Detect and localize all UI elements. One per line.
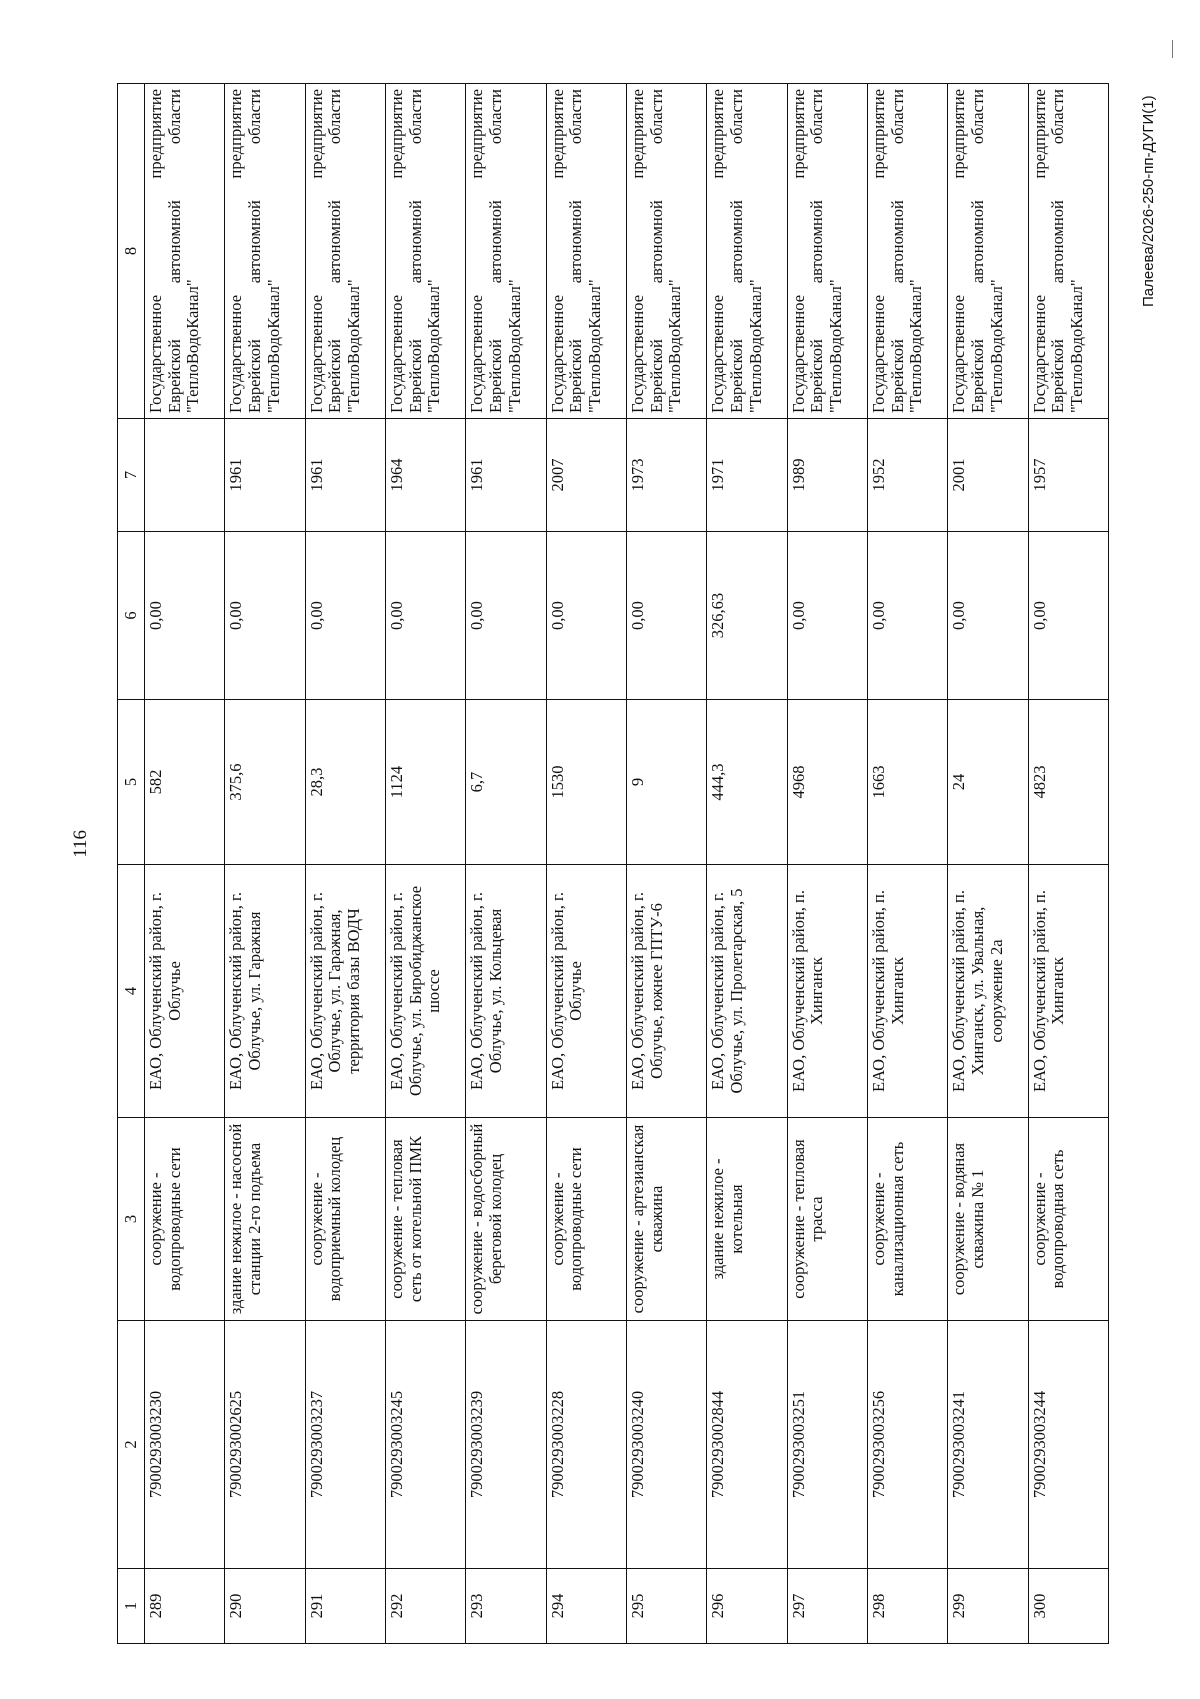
object-address: ЕАО, Облученский район, г. Облучье, ул. Пролетарская, 5 (707, 865, 787, 1118)
column-header: 5 (118, 700, 145, 865)
object-name: сооружение - водопроводные сети (145, 1118, 225, 1321)
organization-name: "ТеплоВодоКанал" (504, 279, 524, 413)
build-year: 1952 (867, 419, 947, 532)
table-row (626, 84, 706, 1644)
organization-word: области (726, 89, 746, 145)
organization-word: области (967, 89, 987, 145)
object-name: здание нежилое - насосной станции 2-го подъема (225, 1118, 305, 1321)
cadastral-number: 7900293003251 (787, 1321, 867, 1569)
object-address: ЕАО, Облученский район, г. Облучье, ул. Биробиджанское шоссе (385, 865, 465, 1118)
organization-word: Еврейской (325, 339, 345, 413)
row-number: 292 (385, 1569, 465, 1644)
object-address: ЕАО, Облученский район, г. Облучье (145, 865, 225, 1118)
table-row (225, 84, 305, 1644)
column-header: 1 (118, 1569, 145, 1644)
organization (626, 84, 706, 419)
organization-word: Государственное (1029, 294, 1049, 413)
organization-name: "ТеплоВодоКанал" (906, 279, 926, 413)
object-area: 375,6 (225, 700, 305, 865)
column-header: 6 (118, 532, 145, 700)
organization-word: предприятие (868, 89, 888, 179)
organization-word: Государственное (868, 294, 888, 413)
footer-reference-text: Палеева/2026-250-пп-ДУГИ(1) (1140, 95, 1157, 307)
organization-name: "ТеплоВодоКанал" (825, 279, 845, 413)
rotated-page (117, 84, 1109, 1644)
organization-word: Государственное (788, 294, 808, 413)
organization-name: "ТеплоВодоКанал" (745, 279, 765, 413)
organization-word: автономной (244, 200, 264, 284)
organization-word: области (887, 89, 907, 145)
build-year: 1957 (1028, 419, 1108, 532)
cadastral-number: 7900293003228 (546, 1321, 626, 1569)
object-area: 444,3 (707, 700, 787, 865)
page-number: 116 (70, 830, 91, 858)
row-number: 290 (225, 1569, 305, 1644)
organization-word: Государственное (708, 294, 728, 413)
object-name: сооружение - водопроводная сеть (1028, 1118, 1108, 1321)
object-address: ЕАО, Облученский район, г. Облучье, южнее ГПТУ-6 (626, 865, 706, 1118)
cadastral-number: 7900293002625 (225, 1321, 305, 1569)
object-area: 1530 (546, 700, 626, 865)
organization-word: предприятие (627, 89, 647, 179)
build-year: 1964 (385, 419, 465, 532)
object-value: 0,00 (1028, 532, 1108, 700)
organization-word: предприятие (386, 89, 406, 179)
organization (225, 84, 305, 419)
build-year: 2007 (546, 419, 626, 532)
organization (1028, 84, 1108, 419)
registry-body (118, 84, 1109, 1644)
organization-name: "ТеплоВодоКанал" (584, 279, 604, 413)
column-header: 8 (118, 84, 145, 419)
row-number: 295 (626, 1569, 706, 1644)
object-value: 0,00 (225, 532, 305, 700)
organization-word: области (244, 89, 264, 145)
organization-word: Еврейской (244, 339, 264, 413)
organization-word: автономной (405, 200, 425, 284)
organization-word: предприятие (306, 89, 326, 179)
object-value: 326,63 (707, 532, 787, 700)
object-address: ЕАО, Облученский район, г. Облучье, ул. Кольцевая (466, 865, 546, 1118)
organization-word: Еврейской (164, 339, 184, 413)
organization-name: "ТеплоВодоКанал" (986, 279, 1006, 413)
organization-word: области (566, 89, 586, 145)
row-number: 297 (787, 1569, 867, 1644)
object-value: 0,00 (626, 532, 706, 700)
organization-name: "ТеплоВодоКанал" (183, 279, 203, 413)
object-name: сооружение - канализационная сеть (867, 1118, 947, 1321)
organization-word: предприятие (547, 89, 567, 179)
organization-word: Еврейской (1048, 339, 1068, 413)
organization-word: автономной (807, 200, 827, 284)
row-number: 291 (305, 1569, 385, 1644)
organization (305, 84, 385, 419)
table-row (466, 84, 546, 1644)
cadastral-number: 7900293003237 (305, 1321, 385, 1569)
object-area: 4823 (1028, 700, 1108, 865)
organization-word: Государственное (226, 294, 246, 413)
organization-word: Еврейской (405, 339, 425, 413)
object-area: 28,3 (305, 700, 385, 865)
organization-word: предприятие (226, 89, 246, 179)
object-name: сооружение - водосборный береговой колодец (466, 1118, 546, 1321)
organization-word: области (405, 89, 425, 145)
organization-word: автономной (485, 200, 505, 284)
organization-word: Еврейской (887, 339, 907, 413)
cadastral-number: 7900293002844 (707, 1321, 787, 1569)
organization (385, 84, 465, 419)
row-number: 300 (1028, 1569, 1108, 1644)
organization (707, 84, 787, 419)
footer-reference (1140, 95, 1157, 1095)
column-header: 4 (118, 865, 145, 1118)
object-value: 0,00 (948, 532, 1028, 700)
organization-word: области (164, 89, 184, 145)
organization (466, 84, 546, 419)
table-row (145, 84, 225, 1644)
object-address: ЕАО, Облученский район, п. Хинганск (787, 865, 867, 1118)
object-name: сооружение - водяная скважина № 1 (948, 1118, 1028, 1321)
organization-word: области (325, 89, 345, 145)
object-name: сооружение - артезианская скважина (626, 1118, 706, 1321)
table-row (1028, 84, 1108, 1644)
build-year: 1961 (305, 419, 385, 532)
row-number: 299 (948, 1569, 1028, 1644)
cadastral-number: 7900293003256 (867, 1321, 947, 1569)
organization-word: Еврейской (726, 339, 746, 413)
organization-word: Государственное (467, 294, 487, 413)
build-year: 2001 (948, 419, 1028, 532)
organization-word: автономной (646, 200, 666, 284)
object-area: 1124 (385, 700, 465, 865)
cadastral-number: 7900293003241 (948, 1321, 1028, 1569)
organization-word: Государственное (547, 294, 567, 413)
build-year: 1961 (225, 419, 305, 532)
object-name: сооружение - водопроводные сети (546, 1118, 626, 1321)
column-header: 7 (118, 419, 145, 532)
organization-word: предприятие (146, 89, 165, 179)
table-row (867, 84, 947, 1644)
object-area: 1663 (867, 700, 947, 865)
row-number: 298 (867, 1569, 947, 1644)
property-registry-table (117, 83, 1109, 1644)
cadastral-number: 7900293003240 (626, 1321, 706, 1569)
organization-word: предприятие (708, 89, 728, 179)
object-value: 0,00 (385, 532, 465, 700)
table-row (787, 84, 867, 1644)
object-value: 0,00 (867, 532, 947, 700)
organization-word: предприятие (949, 89, 969, 179)
table-row (546, 84, 626, 1644)
organization-word: предприятие (467, 89, 487, 179)
table-row (707, 84, 787, 1644)
organization-word: Еврейской (566, 339, 586, 413)
organization-name: "ТеплоВодоКанал" (343, 279, 363, 413)
organization-word: области (646, 89, 666, 145)
object-name: сооружение - тепловая трасса (787, 1118, 867, 1321)
column-header: 3 (118, 1118, 145, 1321)
organization (948, 84, 1028, 419)
object-value: 0,00 (305, 532, 385, 700)
organization-word: Еврейской (807, 339, 827, 413)
build-year: 1989 (787, 419, 867, 532)
organization-word: Еврейской (967, 339, 987, 413)
object-area: 9 (626, 700, 706, 865)
organization-word: автономной (566, 200, 586, 284)
build-year (145, 419, 225, 532)
object-address: ЕАО, Облученский район, г. Облучье, ул. Гаражная (225, 865, 305, 1118)
object-address: ЕАО, Облученский район, г. Облучье (546, 865, 626, 1118)
organization-word: Государственное (386, 294, 406, 413)
table-row (305, 84, 385, 1644)
organization (787, 84, 867, 419)
organization-word: области (1048, 89, 1068, 145)
organization-word: автономной (325, 200, 345, 284)
row-number: 293 (466, 1569, 546, 1644)
organization-name: "ТеплоВодоКанал" (1066, 279, 1086, 413)
cadastral-number: 7900293003244 (1028, 1321, 1108, 1569)
row-number: 294 (546, 1569, 626, 1644)
object-area: 6,7 (466, 700, 546, 865)
row-number: 289 (145, 1569, 225, 1644)
organization (867, 84, 947, 419)
object-address: ЕАО, Облученский район, г. Облучье, ул. Гаражная, территория базы ВОДЧ (305, 865, 385, 1118)
object-name: здание нежилое - котельная (707, 1118, 787, 1321)
object-address: ЕАО, Облученский район, п. Хинганск (867, 865, 947, 1118)
organization-word: области (485, 89, 505, 145)
cadastral-number: 7900293003230 (145, 1321, 225, 1569)
organization-word: Еврейской (646, 339, 666, 413)
organization-name: "ТеплоВодоКанал" (424, 279, 444, 413)
object-value: 0,00 (145, 532, 225, 700)
column-header: 2 (118, 1321, 145, 1569)
organization-word: автономной (967, 200, 987, 284)
organization-name: "ТеплоВодоКанал" (665, 279, 685, 413)
column-number-row (118, 84, 145, 1644)
build-year: 1971 (707, 419, 787, 532)
organization-word: Еврейской (485, 339, 505, 413)
object-value: 0,00 (787, 532, 867, 700)
table-row (948, 84, 1028, 1644)
organization-word: автономной (164, 200, 184, 284)
object-name: сооружение - тепловая сеть от котельной ПМК (385, 1118, 465, 1321)
organization (145, 84, 225, 419)
build-year: 1973 (626, 419, 706, 532)
organization (546, 84, 626, 419)
object-name: сооружение - водоприемный колодец (305, 1118, 385, 1321)
organization-name: "ТеплоВодоКанал" (263, 279, 283, 413)
organization-word: автономной (1048, 200, 1068, 284)
organization-word: Государственное (146, 294, 165, 413)
organization-word: предприятие (788, 89, 808, 179)
organization-word: Государственное (627, 294, 647, 413)
object-address: ЕАО, Облученский район, п. Хинганск, ул. Увальная, сооружение 2а (948, 865, 1028, 1118)
cadastral-number: 7900293003245 (385, 1321, 465, 1569)
object-area: 582 (145, 700, 225, 865)
organization-word: Государственное (949, 294, 969, 413)
object-area: 4968 (787, 700, 867, 865)
row-number: 296 (707, 1569, 787, 1644)
cadastral-number: 7900293003239 (466, 1321, 546, 1569)
organization-word: автономной (726, 200, 746, 284)
object-value: 0,00 (466, 532, 546, 700)
organization-word: Государственное (306, 294, 326, 413)
build-year: 1961 (466, 419, 546, 532)
organization-word: области (807, 89, 827, 145)
object-value: 0,00 (546, 532, 626, 700)
table-row (385, 84, 465, 1644)
object-area: 24 (948, 700, 1028, 865)
scan-mark (1172, 40, 1173, 58)
organization-word: автономной (887, 200, 907, 284)
organization-word: предприятие (1029, 89, 1049, 179)
object-address: ЕАО, Облученский район, п. Хинганск (1028, 865, 1108, 1118)
